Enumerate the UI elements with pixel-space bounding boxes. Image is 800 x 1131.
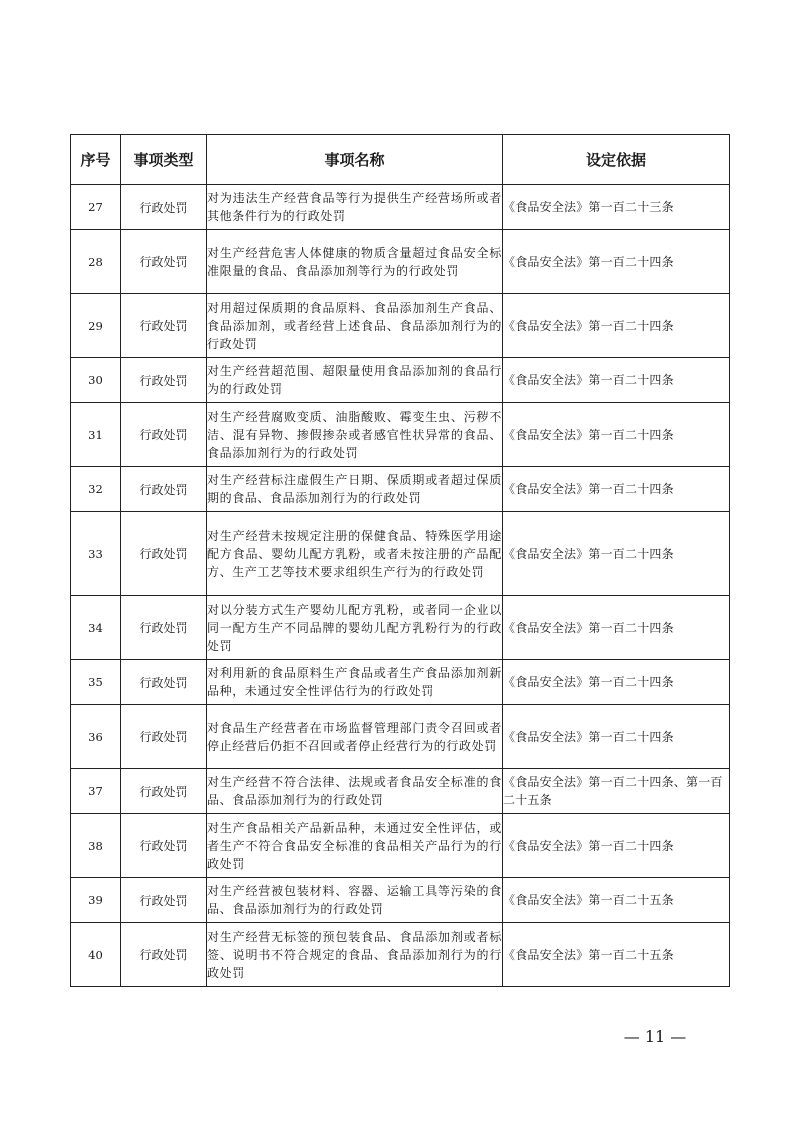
items-table bbox=[70, 134, 730, 987]
header-item-name: 事项名称 bbox=[207, 135, 503, 185]
row-number: 39 bbox=[71, 878, 121, 923]
page-number: — 11 — bbox=[623, 1027, 687, 1046]
row-number: 40 bbox=[71, 923, 121, 987]
row-item-name: 对利用新的食品原料生产食品或者生产食品添加剂新品种，未通过安全性评估行为的行政处罚 bbox=[207, 660, 503, 705]
row-legal-basis: 《食品安全法》第一百二十四条 bbox=[503, 660, 730, 705]
row-item-type: 行政处罚 bbox=[121, 512, 207, 596]
row-item-type: 行政处罚 bbox=[121, 660, 207, 705]
row-item-name: 对用超过保质期的食品原料、食品添加剂生产食品、食品添加剂，或者经营上述食品、食品添加剂行为的行政处罚 bbox=[207, 294, 503, 358]
row-item-type: 行政处罚 bbox=[121, 878, 207, 923]
row-legal-basis: 《食品安全法》第一百二十四条、第一百二十五条 bbox=[503, 769, 730, 814]
row-item-type: 行政处罚 bbox=[121, 467, 207, 512]
row-item-type: 行政处罚 bbox=[121, 923, 207, 987]
table-row bbox=[71, 814, 730, 878]
row-legal-basis: 《食品安全法》第一百二十三条 bbox=[503, 185, 730, 230]
row-item-name: 对以分装方式生产婴幼儿配方乳粉，或者同一企业以同一配方生产不同品牌的婴幼儿配方乳粉行为的行政处罚 bbox=[207, 596, 503, 660]
table-row bbox=[71, 185, 730, 230]
row-legal-basis: 《食品安全法》第一百二十四条 bbox=[503, 358, 730, 403]
row-item-type: 行政处罚 bbox=[121, 403, 207, 467]
row-legal-basis: 《食品安全法》第一百二十四条 bbox=[503, 814, 730, 878]
table-row bbox=[71, 878, 730, 923]
row-legal-basis: 《食品安全法》第一百二十四条 bbox=[503, 230, 730, 294]
row-item-type: 行政处罚 bbox=[121, 185, 207, 230]
row-item-type: 行政处罚 bbox=[121, 814, 207, 878]
row-number: 36 bbox=[71, 705, 121, 769]
row-item-name: 对食品生产经营者在市场监督管理部门责令召回或者停止经营后仍拒不召回或者停止经营行为的行政处罚 bbox=[207, 705, 503, 769]
row-item-name: 对生产食品相关产品新品种，未通过安全性评估，或者生产不符合食品安全标准的食品相关产品行为的行政处罚 bbox=[207, 814, 503, 878]
header-item-type: 事项类型 bbox=[121, 135, 207, 185]
table-row bbox=[71, 294, 730, 358]
table-row bbox=[71, 358, 730, 403]
row-number: 35 bbox=[71, 660, 121, 705]
row-legal-basis: 《食品安全法》第一百二十四条 bbox=[503, 403, 730, 467]
table-row bbox=[71, 923, 730, 987]
table-row bbox=[71, 705, 730, 769]
row-item-type: 行政处罚 bbox=[121, 358, 207, 403]
row-item-type: 行政处罚 bbox=[121, 294, 207, 358]
row-item-type: 行政处罚 bbox=[121, 705, 207, 769]
row-item-type: 行政处罚 bbox=[121, 769, 207, 814]
row-item-name: 对生产经营被包装材料、容器、运输工具等污染的食品、食品添加剂行为的行政处罚 bbox=[207, 878, 503, 923]
table-header-row bbox=[71, 135, 730, 185]
row-number: 27 bbox=[71, 185, 121, 230]
row-number: 34 bbox=[71, 596, 121, 660]
row-item-name: 对为违法生产经营食品等行为提供生产经营场所或者其他条件行为的行政处罚 bbox=[207, 185, 503, 230]
row-number: 29 bbox=[71, 294, 121, 358]
row-number: 32 bbox=[71, 467, 121, 512]
row-item-name: 对生产经营危害人体健康的物质含量超过食品安全标准限量的食品、食品添加剂等行为的行政处罚 bbox=[207, 230, 503, 294]
table-row bbox=[71, 512, 730, 596]
row-legal-basis: 《食品安全法》第一百二十四条 bbox=[503, 705, 730, 769]
header-legal-basis: 设定依据 bbox=[503, 135, 730, 185]
table-row bbox=[71, 230, 730, 294]
row-legal-basis: 《食品安全法》第一百二十四条 bbox=[503, 596, 730, 660]
row-item-name: 对生产经营超范围、超限量使用食品添加剂的食品行为的行政处罚 bbox=[207, 358, 503, 403]
table-row bbox=[71, 769, 730, 814]
row-number: 33 bbox=[71, 512, 121, 596]
row-item-name: 对生产经营标注虚假生产日期、保质期或者超过保质期的食品、食品添加剂行为的行政处罚 bbox=[207, 467, 503, 512]
row-item-name: 对生产经营无标签的预包装食品、食品添加剂或者标签、说明书不符合规定的食品、食品添加剂行为的行政处罚 bbox=[207, 923, 503, 987]
row-item-name: 对生产经营腐败变质、油脂酸败、霉变生虫、污秽不洁、混有异物、掺假掺杂或者感官性状异常的食品、食品添加剂行为的行政处罚 bbox=[207, 403, 503, 467]
row-item-name: 对生产经营未按规定注册的保健食品、特殊医学用途配方食品、婴幼儿配方乳粉，或者未按注册的产品配方、生产工艺等技术要求组织生产行为的行政处罚 bbox=[207, 512, 503, 596]
row-item-type: 行政处罚 bbox=[121, 230, 207, 294]
row-legal-basis: 《食品安全法》第一百二十四条 bbox=[503, 467, 730, 512]
row-number: 38 bbox=[71, 814, 121, 878]
table-row bbox=[71, 596, 730, 660]
row-legal-basis: 《食品安全法》第一百二十五条 bbox=[503, 923, 730, 987]
table-row bbox=[71, 403, 730, 467]
row-number: 37 bbox=[71, 769, 121, 814]
row-legal-basis: 《食品安全法》第一百二十四条 bbox=[503, 512, 730, 596]
table-row bbox=[71, 467, 730, 512]
row-item-name: 对生产经营不符合法律、法规或者食品安全标准的食品、食品添加剂行为的行政处罚 bbox=[207, 769, 503, 814]
row-number: 28 bbox=[71, 230, 121, 294]
header-serial-number: 序号 bbox=[71, 135, 121, 185]
table-row bbox=[71, 660, 730, 705]
row-number: 30 bbox=[71, 358, 121, 403]
row-item-type: 行政处罚 bbox=[121, 596, 207, 660]
row-legal-basis: 《食品安全法》第一百二十四条 bbox=[503, 294, 730, 358]
row-number: 31 bbox=[71, 403, 121, 467]
row-legal-basis: 《食品安全法》第一百二十五条 bbox=[503, 878, 730, 923]
